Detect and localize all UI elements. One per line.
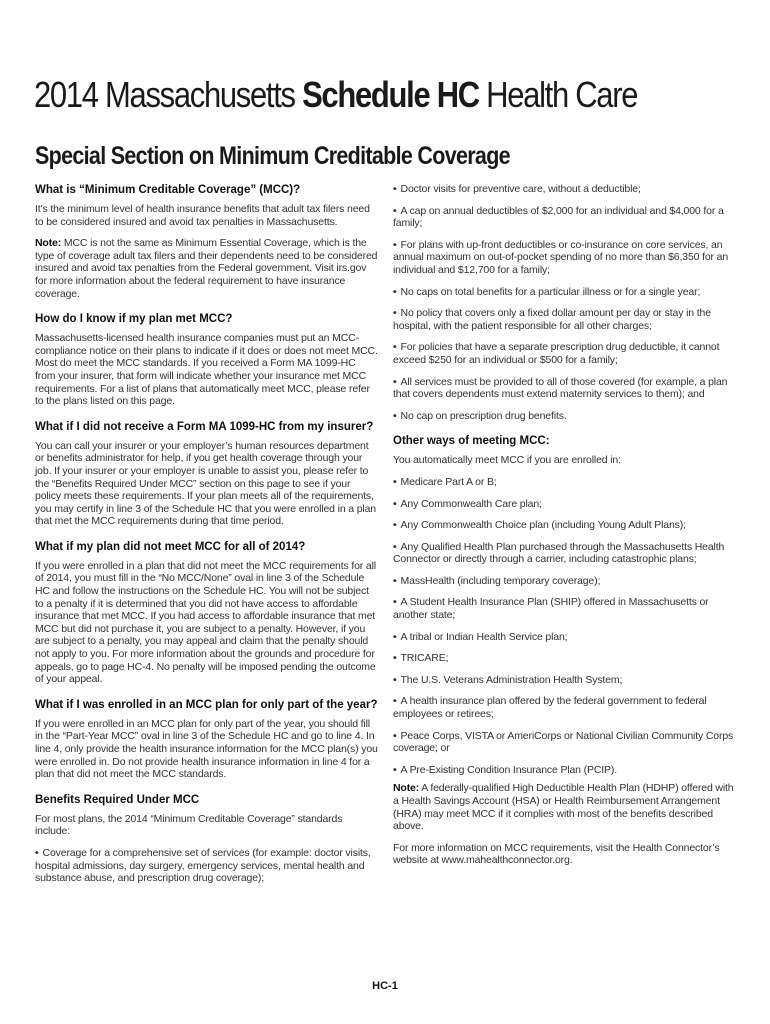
paragraph-what-is-mcc: It’s the minimum level of health insurance benefits that adult tax filers need to be considered insured and avoid tax penalties in Massachusetts. bbox=[35, 203, 370, 228]
list-item: • Any Commonwealth Care plan; bbox=[393, 497, 542, 510]
note-label: Note: bbox=[393, 782, 420, 795]
list-item: • Any Commonwealth Choice plan (including Young Adult Plans); bbox=[393, 519, 686, 532]
list-item: • Coverage for a comprehensive set of services (for example: doctor visits, hospital admissions, day surgery, emergency services, mental health and substance abuse, and prescription drug coverage); bbox=[35, 846, 371, 885]
left-column bbox=[35, 183, 378, 885]
heading-part-year: What if I was enrolled in an MCC plan for only part of the year? bbox=[35, 698, 378, 711]
list-item: • Peace Corps, VISTA or AmeriCorps or National Civilian Community Corps coverage; or bbox=[393, 729, 734, 755]
heading-benefits-required: Benefits Required Under MCC bbox=[35, 793, 200, 806]
list-item: • A health insurance plan offered by the federal government to federal employees or retirees; bbox=[393, 695, 707, 721]
list-item: • For policies that have a separate prescription drug deductible, it cannot exceed $250 for an individual or $500 for a family; bbox=[393, 341, 720, 366]
list-item: • Medicare Part A or B; bbox=[393, 475, 497, 488]
page-title: 2014 Massachusetts Schedule HC Health Care bbox=[34, 74, 638, 115]
list-item: • MassHealth (including temporary coverage); bbox=[393, 574, 601, 587]
note-paragraph-hdhp: Note: A federally-qualified High Deductible Health Plan (HDHP) offered with a Health Savings Account (HSA) or Health Reimbursement Arrangement (HRA) may meet MCC if it complies with most of the benefits described above. bbox=[393, 782, 734, 833]
list-item: • For plans with up-front deductibles or co-insurance on core services, an annual maximum on out-of-pocket spending of no more than $6,350 for an individual and $12,700 for a family; bbox=[393, 238, 729, 276]
list-item: • Any Qualified Health Plan purchased through the Massachusetts Health Connector or directly through a carrier, including catastrophic plans; bbox=[393, 540, 725, 566]
more-info-paragraph: For more information on MCC requirements, visit the Health Connector’s website at www.mahealthconnector.org. bbox=[393, 841, 720, 867]
section-title: Special Section on Minimum Creditable Coverage bbox=[35, 142, 510, 170]
list-item: • A Student Health Insurance Plan (SHIP) offered in Massachusetts or another state; bbox=[393, 596, 709, 622]
list-item: • All services must be provided to all of those covered (for example, a plan that covers dependents must extend maternity services to them); and bbox=[393, 375, 728, 401]
list-item: • No cap on prescription drug benefits. bbox=[393, 409, 567, 422]
list-item: • The U.S. Veterans Administration Health System; bbox=[393, 673, 623, 686]
list-item: • No policy that covers only a fixed dollar amount per day or stay in the hospital, with the patient responsible for all other charges; bbox=[393, 307, 711, 332]
page-number: HC-1 bbox=[372, 980, 398, 992]
list-item: • Doctor visits for preventive care, without a deductible; bbox=[393, 183, 641, 195]
heading-no-1099: What if I did not receive a Form MA 1099-HC from my insurer? bbox=[35, 420, 374, 433]
heading-other-ways: Other ways of meeting MCC: bbox=[393, 435, 550, 448]
list-item: • A cap on annual deductibles of $2,000 for an individual and $4,000 for a family; bbox=[393, 204, 724, 230]
note-paragraph: Note: MCC is not the same as Minimum Essential Coverage, which is the type of coverage adult tax filers and their dependents need to be considered insured and avoid tax penalties from the Federal government. Visit irs.gov for more information about the federal requirement to have insurance coverage. bbox=[35, 237, 378, 300]
heading-how-do-i-know: How do I know if my plan met MCC? bbox=[35, 313, 233, 326]
list-item: • A tribal or Indian Health Service plan; bbox=[393, 630, 568, 643]
right-column bbox=[393, 183, 736, 867]
note-label: Note: bbox=[35, 237, 62, 250]
paragraph-not-all-year: If you were enrolled in a plan that did not meet the MCC requirements for all of 2014, you must fill in the “No MCC/None” oval in line 3 of the Schedule HC and follow the instructions on the Schedule HC. You will not be subject to a penalty if it is determined that you did not have access to affordable insurance that met MCC. If you had access to affordable insurance that met MCC but did not purchase it, you are subject to a penalty. However, if you are subject to a penalty, you may appeal and claim that the penalty should not apply to you. For more information about the grounds and procedure for appeals, go to page HC-4. No penalty will be imposed pending the outcome of your appeal. bbox=[35, 559, 376, 686]
heading-what-is-mcc: What is “Minimum Creditable Coverage” (MCC)? bbox=[35, 184, 301, 196]
list-item: • A Pre-Existing Condition Insurance Plan (PCIP). bbox=[393, 763, 618, 776]
paragraph-no-1099: You can call your insurer or your employer’s human resources department or benefits administrator for help, if you get health coverage through your job. If your insurer or your employer is unable to assist you, please refer to the “Benefits Required Under MCC” section on this page to see if your policy meets these requirements. If your plan meets all of the requirements, you may certify in line 3 of the Schedule HC that you were enrolled in a plan that met the MCC requirements during that time period. bbox=[35, 439, 376, 528]
paragraph-how-do-i-know: Massachusetts-licensed health insurance companies must put an MCC-compliance notice on their plans to indicate if it does or does not meet MCC. Most do meet the MCC standards. If you received a Form MA 1099-HC from your insurer, that form will indicate whether your insurance met MCC requirements. For a list of plans that automatically meet MCC, please refer to the plans listed on this page. bbox=[35, 332, 378, 408]
list-item: • TRICARE; bbox=[393, 652, 449, 665]
title-bold: Schedule HC bbox=[302, 74, 479, 115]
paragraph-part-year: If you were enrolled in an MCC plan for only part of the year, you should fill in the “Part-Year MCC” oval in line 3 of the Schedule HC and go to line 4. In line 4, only provide the health insurance information for the MCC plan(s) you were enrolled in. Do not provide health insurance information in line 4 for a plan that did not meet the MCC standards. bbox=[35, 717, 378, 781]
paragraph-other-ways: You automatically meet MCC if you are enrolled in: bbox=[393, 454, 621, 467]
list-item: • No caps on total benefits for a particular illness or for a single year; bbox=[393, 285, 701, 298]
paragraph-benefits-required: For most plans, the 2014 “Minimum Creditable Coverage” standards include: bbox=[35, 812, 343, 838]
heading-not-all-year: What if my plan did not meet MCC for all of 2014? bbox=[35, 540, 306, 553]
